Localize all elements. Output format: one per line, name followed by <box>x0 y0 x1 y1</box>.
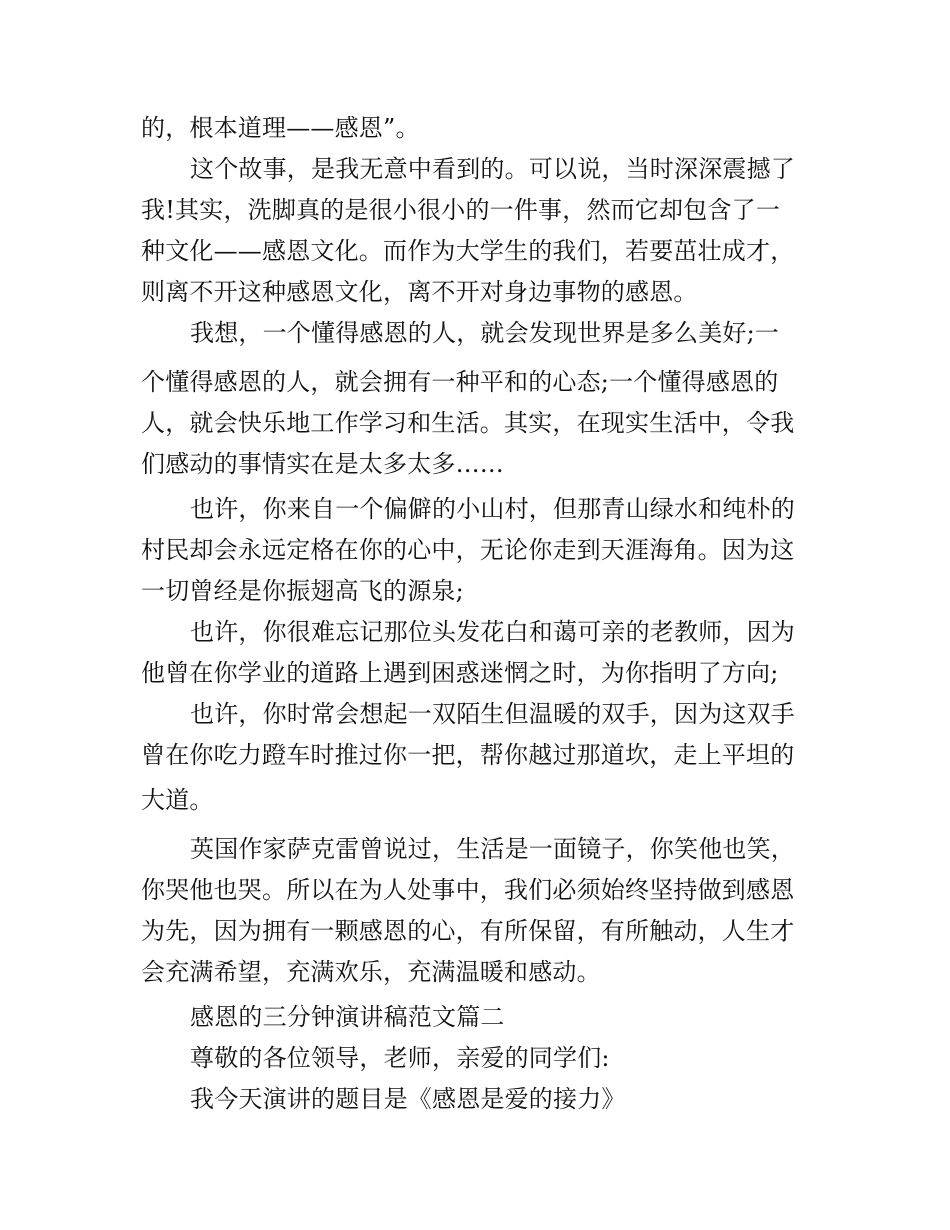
text-line: 村民却会永远定格在你的心中，无论你走到天涯海角。因为这 <box>141 536 795 564</box>
section-heading: 感恩的三分钟演讲稿范文篇二 <box>190 1003 505 1031</box>
paragraph-first-line: 也许，你很难忘记那位头发花白和蔼可亲的老教师，因为 <box>190 618 795 646</box>
paragraph-first-line: 也许，你来自一个偏僻的小山村，但那青山绿水和纯朴的 <box>190 495 795 523</box>
text-line: 为先，因为拥有一颗感恩的心，有所保留，有所触动，人生才 <box>141 917 795 945</box>
paragraph-first-line: 也许，你时常会想起一双陌生但温暖的双手，因为这双手 <box>190 700 795 728</box>
paragraph-first-line: 我想，一个懂得感恩的人，就会发现世界是多么美好;一 <box>190 319 780 347</box>
text-line: 曾在你吃力蹬车时推过你一把，帮你越过那道坎，走上平坦的 <box>141 741 795 769</box>
text-line: 大道。 <box>141 786 214 814</box>
text-line: 我!其实，洗脚真的是很小很小的一件事，然而它却包含了一 <box>141 196 781 224</box>
text-line: 会充满希望，充满欢乐，充满温暖和感动。 <box>141 958 601 986</box>
paragraph-first-line: 英国作家萨克雷曾说过，生活是一面镜子，你笑他也笑， <box>190 835 795 863</box>
text-line: 人，就会快乐地工作学习和生活。其实，在现实生活中，令我 <box>141 409 795 437</box>
salutation: 尊敬的各位领导，老师，亲爱的同学们: <box>190 1044 610 1072</box>
text-line: 种文化——感恩文化。而作为大学生的我们，若要茁壮成才， <box>141 237 795 265</box>
text-line: 的，根本道理——感恩”。 <box>141 114 420 142</box>
paragraph-first-line: 这个故事，是我无意中看到的。可以说，当时深深震撼了 <box>190 155 795 183</box>
speech-title-line: 我今天演讲的题目是《感恩是爱的接力》 <box>190 1085 626 1113</box>
text-line: 一切曾经是你振翅高飞的源泉; <box>141 577 464 605</box>
text-line: 个懂得感恩的人，就会拥有一种平和的心态;一个懂得感恩的 <box>141 368 779 396</box>
text-line: 则离不开这种感恩文化，离不开对身边事物的感恩。 <box>141 278 698 306</box>
text-line: 他曾在你学业的道路上遇到困惑迷惘之时，为你指明了方向; <box>141 659 779 687</box>
text-line: 们感动的事情实在是太多太多…… <box>141 450 504 478</box>
text-line: 你哭他也哭。所以在为人处事中，我们必须始终坚持做到感恩 <box>141 876 795 904</box>
